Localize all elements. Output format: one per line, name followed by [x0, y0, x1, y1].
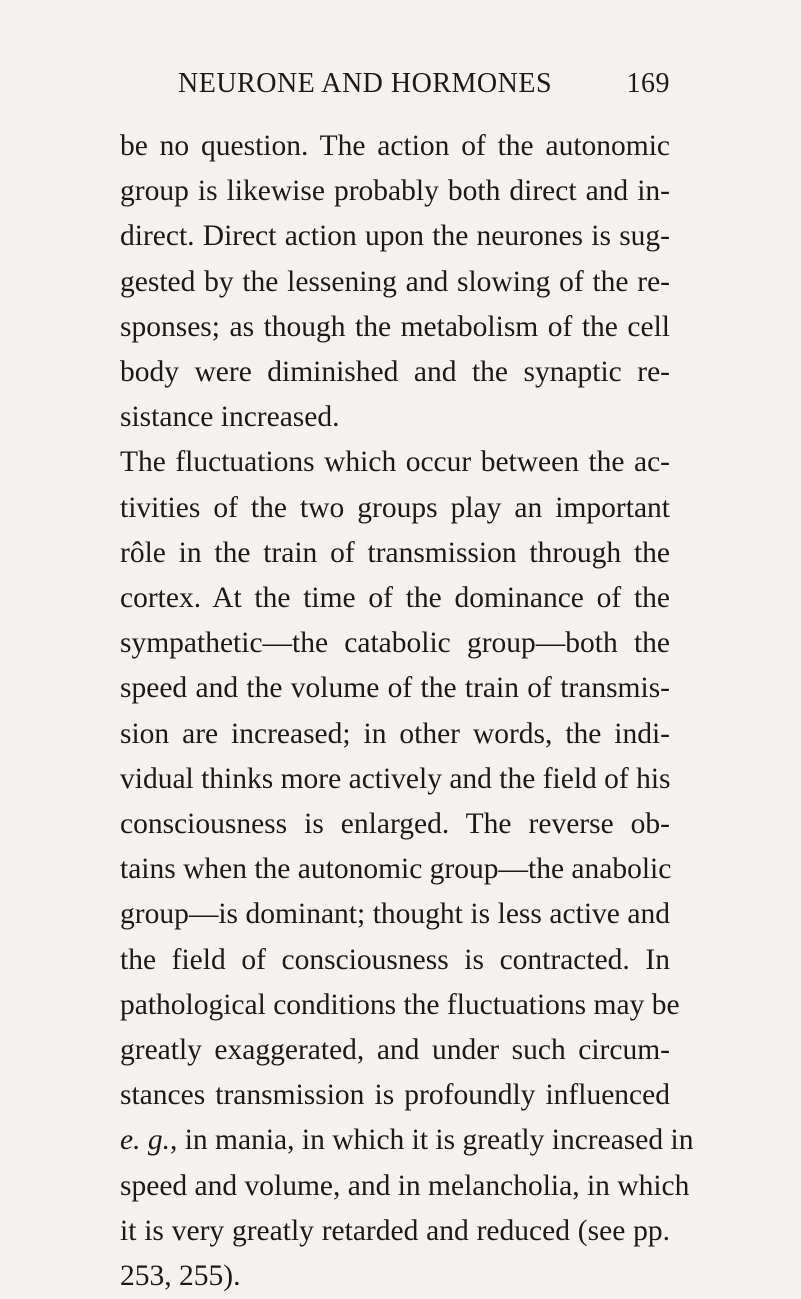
text-line-rest: , in mania, in which it is greatly increased in [169, 1124, 694, 1157]
text-line: greatly exaggerated, and under such circum- [120, 1034, 670, 1067]
text-line: stances transmission is profoundly influenced [120, 1079, 670, 1112]
body-text [120, 124, 694, 1299]
page-number: 169 [626, 68, 670, 99]
running-head [120, 68, 670, 108]
text-line: consciousness is enlarged. The reverse ob- [120, 808, 670, 841]
text-line: speed and the volume of the train of transmis- [120, 672, 670, 705]
text-line: it is very greatly retarded and reduced (see pp. [120, 1214, 670, 1247]
text-line: sympathetic—the catabolic group—both the [120, 627, 670, 660]
text-line: sponses; as though the metabolism of the cell [120, 310, 670, 343]
text-line: rôle in the train of transmission through the [120, 536, 670, 569]
text-line: gested by the lessening and slowing of the re- [120, 265, 670, 298]
text-line: cortex. At the time of the dominance of the [120, 582, 670, 615]
text-line: group—is dominant; thought is less active and [120, 898, 670, 931]
text-line: 253, 255). [120, 1260, 241, 1293]
text-line: pathological conditions the fluctuations may be [120, 988, 680, 1021]
text-line: The fluctuations which occur between the ac- [120, 446, 670, 479]
text-line: speed and volume, and in melancholia, in which [120, 1169, 690, 1202]
text-line: sistance increased. [120, 401, 340, 434]
text-line: group is likewise probably both direct and in- [120, 175, 670, 208]
text-line: vidual thinks more actively and the field of his [120, 762, 671, 795]
text-line: body were diminished and the synaptic re- [120, 356, 670, 389]
text-line: sion are increased; in other words, the indi- [120, 717, 670, 750]
eg-abbreviation: e. g. [120, 1124, 170, 1157]
text-line [120, 1118, 694, 1163]
text-line: tivities of the two groups play an important [120, 491, 670, 524]
text-line: be no question. The action of the autonomic [120, 130, 670, 162]
text-line: tains when the autonomic group—the anabolic [120, 853, 672, 886]
text-line: the field of consciousness is contracted. In [120, 943, 670, 976]
text-line: direct. Direct action upon the neurones is sug- [120, 220, 670, 253]
running-title: NEURONE AND HORMONES [178, 68, 553, 99]
